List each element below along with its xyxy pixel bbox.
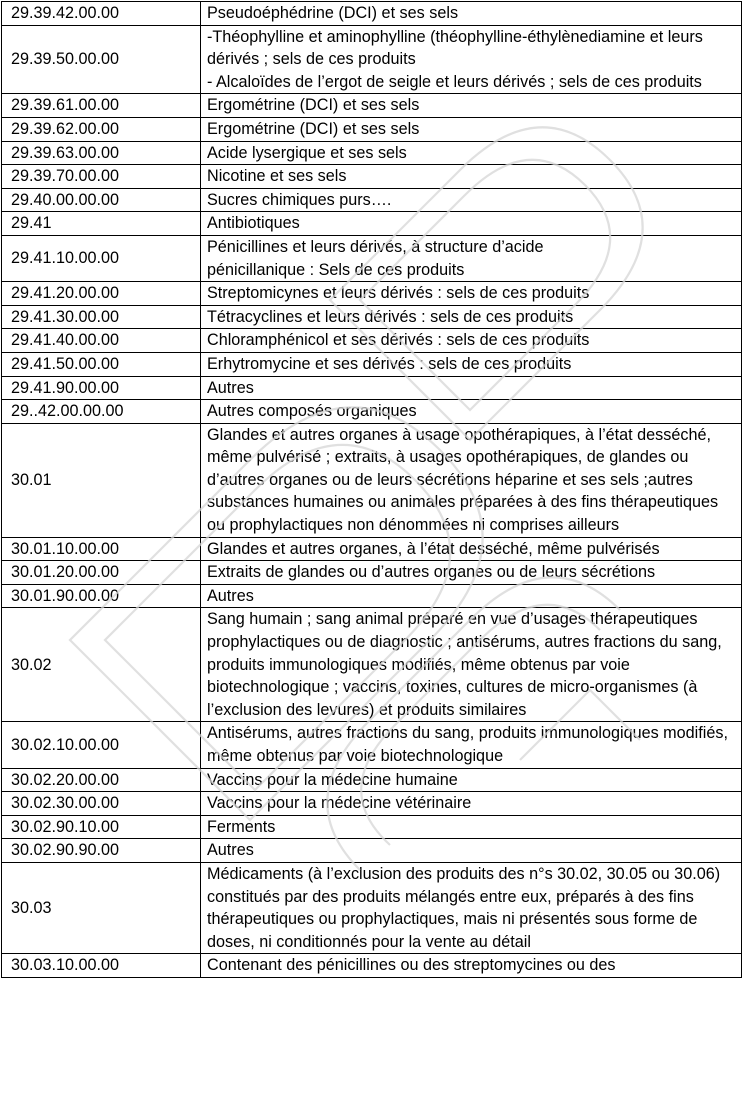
table-row	[2, 792, 742, 816]
tariff-table-body	[2, 2, 742, 978]
table-row	[2, 815, 742, 839]
tariff-code-cell: 30.02.90.90.00	[2, 839, 201, 863]
description-cell: Sang humain ; sang animal préparé en vue d’usages thérapeutiques prophylactiques ou de diagnostic ; antisérums, autres fractions du sang, produits immunologiques modifiés, même obtenus par voie biotechnologique ; vaccins, toxines, cultures de micro-organismes (à l’exclusion des levures) et produits similaires	[201, 608, 742, 722]
tariff-code-cell: 29.41.10.00.00	[2, 235, 201, 281]
description-cell: Autres composés organiques	[201, 400, 742, 424]
description-cell: Autres	[201, 584, 742, 608]
table-row	[2, 212, 742, 236]
tariff-table	[1, 1, 742, 978]
description-cell: Tétracyclines et leurs dérivés : sels de ces produits	[201, 305, 742, 329]
table-row	[2, 376, 742, 400]
tariff-code-cell: 30.01.90.00.00	[2, 584, 201, 608]
description-cell: Contenant des pénicillines ou des streptomycines ou des	[201, 954, 742, 978]
table-row	[2, 954, 742, 978]
tariff-code-cell: 29.40.00.00.00	[2, 188, 201, 212]
description-cell: Ergométrine (DCI) et ses sels	[201, 117, 742, 141]
description-cell: Médicaments (à l’exclusion des produits des n°s 30.02, 30.05 ou 30.06) constitués par des produits mélangés entre eux, préparés à des fins thérapeutiques ou prophylactiques, mais ni présentés sous forme de doses, ni conditionnés pour la vente au détail	[201, 862, 742, 953]
tariff-code-cell: 29.41	[2, 212, 201, 236]
table-row	[2, 537, 742, 561]
tariff-code-cell: 29.39.63.00.00	[2, 141, 201, 165]
table-row	[2, 608, 742, 722]
tariff-code-cell: 30.02.30.00.00	[2, 792, 201, 816]
tariff-code-cell: 29.39.50.00.00	[2, 25, 201, 94]
description-cell: Chloramphénicol et ses dérivés : sels de ces produits	[201, 329, 742, 353]
description-cell: Autres	[201, 376, 742, 400]
tariff-code-cell: 29.41.90.00.00	[2, 376, 201, 400]
table-row	[2, 141, 742, 165]
tariff-code-cell: 29.41.40.00.00	[2, 329, 201, 353]
table-row	[2, 282, 742, 306]
tariff-code-cell: 29.39.42.00.00	[2, 2, 201, 26]
tariff-code-cell: 30.02.10.00.00	[2, 722, 201, 768]
tariff-code-cell: 30.03.10.00.00	[2, 954, 201, 978]
table-row	[2, 329, 742, 353]
tariff-code-cell: 30.02.90.10.00	[2, 815, 201, 839]
table-row	[2, 722, 742, 768]
tariff-code-cell: 30.02.20.00.00	[2, 768, 201, 792]
table-row	[2, 2, 742, 26]
table-row	[2, 839, 742, 863]
tariff-code-cell: 30.03	[2, 862, 201, 953]
table-row	[2, 25, 742, 94]
tariff-code-cell: 30.02	[2, 608, 201, 722]
description-cell: Nicotine et ses sels	[201, 165, 742, 189]
description-cell: Ergométrine (DCI) et ses sels	[201, 94, 742, 118]
table-row	[2, 561, 742, 585]
table-row	[2, 165, 742, 189]
description-cell: Streptomicynes et leurs dérivés : sels de ces produits	[201, 282, 742, 306]
description-cell: Pénicillines et leurs dérivés, à structure d’acide pénicillanique : Sels de ces produits	[201, 235, 742, 281]
tariff-code-cell: 29.39.70.00.00	[2, 165, 201, 189]
tariff-code-cell: 29.39.62.00.00	[2, 117, 201, 141]
description-cell: Erhytromycine et ses dérivés : sels de ces produits	[201, 352, 742, 376]
tariff-code-cell: 29.41.20.00.00	[2, 282, 201, 306]
table-row	[2, 423, 742, 537]
description-cell: Glandes et autres organes à usage opothérapiques, à l’état desséché, même pulvérisé ; extraits, à usages opothérapiques, de glandes ou d’autres organes ou de leurs sécrétions héparine et ses sels ;autres substances humaines ou animales préparées à des fins thérapeutiques ou prophylactiques non dénommées ni comprises ailleurs	[201, 423, 742, 537]
tariff-code-cell: 30.01	[2, 423, 201, 537]
table-row	[2, 117, 742, 141]
description-cell: Extraits de glandes ou d’autres organes ou de leurs sécrétions	[201, 561, 742, 585]
tariff-code-cell: 29..42.00.00.00	[2, 400, 201, 424]
table-row	[2, 305, 742, 329]
tariff-code-cell: 30.01.10.00.00	[2, 537, 201, 561]
description-cell: Vaccins pour la médecine vétérinaire	[201, 792, 742, 816]
description-cell: Glandes et autres organes, à l’état desséché, même pulvérisés	[201, 537, 742, 561]
description-cell: Autres	[201, 839, 742, 863]
tariff-code-cell: 30.01.20.00.00	[2, 561, 201, 585]
table-row	[2, 352, 742, 376]
description-cell: Sucres chimiques purs….	[201, 188, 742, 212]
description-cell: Acide lysergique et ses sels	[201, 141, 742, 165]
table-row	[2, 235, 742, 281]
table-row	[2, 768, 742, 792]
table-row	[2, 400, 742, 424]
tariff-code-cell: 29.41.30.00.00	[2, 305, 201, 329]
description-cell: Antisérums, autres fractions du sang, produits immunologiques modifiés, même obtenus par voie biotechnologique	[201, 722, 742, 768]
description-cell: Pseudoéphédrine (DCI) et ses sels	[201, 2, 742, 26]
description-cell: Ferments	[201, 815, 742, 839]
table-row	[2, 188, 742, 212]
table-row	[2, 94, 742, 118]
description-cell: Vaccins pour la médecine humaine	[201, 768, 742, 792]
table-row	[2, 862, 742, 953]
description-cell: -Théophylline et aminophylline (théophylline-éthylènediamine et leurs dérivés ; sels de ces produits - Alcaloïdes de l’ergot de seigle et leurs dérivés ; sels de ces produits	[201, 25, 742, 94]
tariff-code-cell: 29.41.50.00.00	[2, 352, 201, 376]
tariff-code-cell: 29.39.61.00.00	[2, 94, 201, 118]
table-row	[2, 584, 742, 608]
description-cell: Antibiotiques	[201, 212, 742, 236]
